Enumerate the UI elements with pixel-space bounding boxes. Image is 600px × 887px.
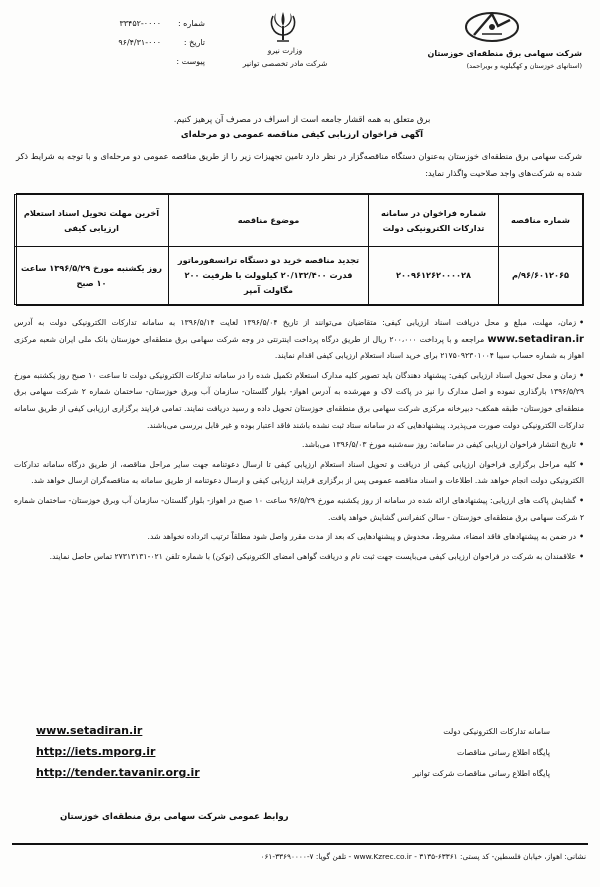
letter-number-label: شماره : (177, 19, 205, 28)
bullet-icon: • (579, 532, 584, 542)
list-item (14, 529, 584, 546)
clause-text: در ضمن به پیشنهادهای فاقد امضاء، مشروط، مخدوش و پیشنهادهایی که بعد از مدت مقرر واصل شود مطلقاً ترتیب اثرداده نخواهد شد. (147, 532, 577, 542)
letterhead (0, 0, 600, 100)
clause-text: تاریخ انتشار فراخوان ارزیابی کیفی در سامانه: روز سه‌شنبه مورخ ۱۳۹۶/۵/۰۳ می‌باشد. (302, 440, 577, 450)
list-item (14, 549, 584, 566)
table-cell: ۹۶/۶۰۱۲۰۶۵/م (499, 247, 583, 305)
letter-attachment-label: پیوست : (176, 57, 205, 66)
list-item (14, 457, 584, 490)
letter-meta (90, 14, 205, 71)
link-description: پایگاه اطلاع رسانی مناقصات شرکت توانیر (412, 769, 550, 778)
bullet-icon: • (579, 459, 584, 469)
letter-date-row (90, 33, 205, 52)
bullet-icon: • (579, 495, 584, 505)
bullet-icon: • (579, 370, 584, 380)
bullet-icon: • (579, 318, 585, 327)
company-block (412, 48, 582, 72)
table-header-row (15, 195, 583, 247)
table-cell: روز یکشنبه مورخ ۱۳۹۶/۵/۲۹ ساعت ۱۰ صبح (15, 247, 169, 305)
bullet-icon: • (579, 440, 584, 450)
list-item (14, 437, 584, 454)
announcement-title: آگهی فراخوان ارزیابی کیفی مناقصه عمومی دو مرحله‌ای (180, 130, 424, 140)
clause-text: زمان و محل تحویل اسناد ارزیابی کیفی: پیشنهاد دهندگان باید تصویر کلیه مدارک استعلام تکمیل شده را در سامانه تدارکات الکترونیکی دولت تا ساعت ۱۰ صبح روز یکشنبه مورخ ۱۳۹۶/۵/۲۹ بارگذاری نموده و اصل مدارک را نیز در پاکت لاک و مهرشده به آدرس اهواز- بلوار گلستان- سازمان آب وبرق خوزستان- ساختمان شماره ۲ شرکت سهامی برق منطقه‌ای خوزستان- طبقه همکف- دبیرخانه مرکزی شرکت سهامی برق منطقه‌ای خوزستان تحویل داده و رسید دریافت نمایند. تمامی فرایند برگزاری ارزیابی کیفی از طریق سامانه تدارکات الکترونیکی دولت صورت می‌پذیرد. پیشنهادهایی که در سامانه ستاد ثبت نشده باشند فاقد اعتبار بوده و غیر قابل بررسی می‌باشند. (14, 370, 585, 430)
column-header: موضوع مناقصه (169, 195, 369, 247)
column-header: شماره فراخوان در سامانه تدارکات الکترونیکی دولت (369, 195, 499, 247)
intro-paragraph: شرکت سهامی برق منطقه‌ای خوزستان به‌عنوان دستگاه مناقصه‌گزار در نظر دارد تامین تجهیزات زیر را از طریق مناقصه عمومی دو مرحله‌ای و با توجه به شرایط ذکر شده به شرکت‌های واجد صلاحیت واگذار نماید: (16, 151, 582, 178)
footer-address: نشانی: اهواز، خیابان فلسطین- کد پستی: ۶۳۳۶۱-۳۱۳۵ - www.Kzrec.co.ir - تلفن گویا: ۷-۳۳۶۹۰۰۰۰-۰۶۱ (260, 852, 586, 861)
letter-date-label: تاریخ : (183, 38, 205, 47)
letter-number-value: ۳۳۴۵۲-۰۰۰۰ (119, 19, 161, 28)
bullet-icon: • (579, 551, 584, 561)
ministry-subtitle: شرکت مادر تخصصی توانیر (242, 59, 328, 68)
table-cell: ۲۰۰۹۶۱۲۶۲۰۰۰۰۲۸ (369, 247, 499, 305)
footer-divider (12, 843, 588, 845)
letter-number-row (90, 14, 205, 33)
slogan: برق متعلق به همه اقشار جامعه است از اسراف در مصرف آن پرهیز کنیم. (173, 114, 431, 124)
clause-text: مراجعه و با پرداخت ۲۰۰،۰۰۰ ریال از طریق درگاه پرداخت اینترنتی در وجه شرکت سهامی برق منطقه‌ای خوزستان بانک ملی ایران شعبه مرکزی اهواز به شماره حساب سیبا ۲۱۷۵۰۹۲۳۰۱۰۰۴ برای خرید اسناد استعلام ارزیابی کیفی اقدام نمایند. (14, 334, 584, 361)
column-header: شماره مناقصه (499, 195, 583, 247)
list-item (14, 315, 584, 365)
clause-text: کلیه مراحل برگزاری فراخوان ارزیابی کیفی از دریافت و تحویل اسناد استعلام ارزیابی کیفی تا ارسال دعوتنامه جهت سایر مراحل مناقصه، از طریق درگاه سامانه تدارکات الکترونیکی دولت انجام خواهد شد. اطلاعات و اسناد مناقصه عمومی پس از برگزاری فرایند ارزیابی کیفی و ارسال دعوتنامه از طریق سامانه به مناقصه‌گران ارسال خواهد شد. (14, 459, 584, 486)
iets-url-link[interactable]: http://iets.mporg.ir (36, 745, 156, 758)
list-item (14, 368, 584, 434)
setadiran-url-link[interactable]: www.setadiran.ir (36, 724, 143, 737)
clause-list (14, 315, 584, 568)
ministry-name: وزارت نیرو (267, 46, 303, 55)
setadiran-link[interactable]: www.setadiran.ir (487, 333, 584, 345)
tender-table (16, 193, 584, 306)
column-header: آخرین مهلت تحویل اسناد استعلام ارزیابی کیفی (15, 195, 169, 247)
table-row (15, 247, 583, 305)
public-relations-signature: روابط عمومی شرکت سهامی برق منطقه‌ای خوزستان (60, 812, 289, 822)
clause-text: زمان، مهلت، مبلغ و محل دریافت اسناد ارزیابی کیفی: متقاضیان می‌توانند از تاریخ ۱۳۹۶/۵/۰۴ لغایت ۱۳۹۶/۵/۱۴ به سامانه تدارکات الکترونیکی دولت به آدرس (14, 318, 577, 327)
table-cell: تجدید مناقصه خرید دو دستگاه ترانسفورماتور قدرت ۲۰/۱۳۲/۴۰۰ کیلوولت با ظرفیت ۲۰۰ مگاولت آمپر (169, 247, 369, 305)
letter-attachment-row (90, 52, 205, 71)
company-logo-icon (462, 8, 522, 46)
clause-text: گشایش پاکت های ارزیابی: پیشنهادهای ارائه شده در سامانه از روز یکشنبه مورخ ۹۶/۵/۲۹ ساعت ۱۰ صبح در اهواز- بلوار گلستان- سازمان آب وبرق خوزستان- ساختمان شماره ۲ شرکت سهامی برق منطقه‌ای خوزستان - سالن کنفرانس گشایش خواهد یافت. (14, 495, 584, 522)
clause-text: علاقمندان به شرکت در فراخوان ارزیابی کیفی می‌بایست جهت ثبت نام و دریافت گواهی امضای الکترونیکی (توکن) با شماره تلفن ۰۲۱-۲۷۳۱۳۱۳۱ تماس حاصل نمایند. (49, 551, 577, 561)
company-subtitle: (استانهای خوزستان و کهگیلویه و بویراحمد) (466, 62, 582, 70)
letter-date-value: ۹۶/۴/۳۱-۰۰۰ (118, 38, 161, 47)
tavanir-url-link[interactable]: http://tender.tavanir.org.ir (36, 766, 200, 779)
links-block (30, 724, 570, 784)
company-name: شرکت سهامی برق منطقه‌ای خوزستان (427, 49, 582, 58)
iran-emblem-icon (265, 8, 301, 48)
list-item (14, 493, 584, 526)
link-description: سامانه تدارکات الکترونیکی دولت (443, 727, 550, 736)
link-description: پایگاه اطلاع رسانی مناقصات (456, 748, 550, 757)
ministry-block (200, 44, 370, 70)
